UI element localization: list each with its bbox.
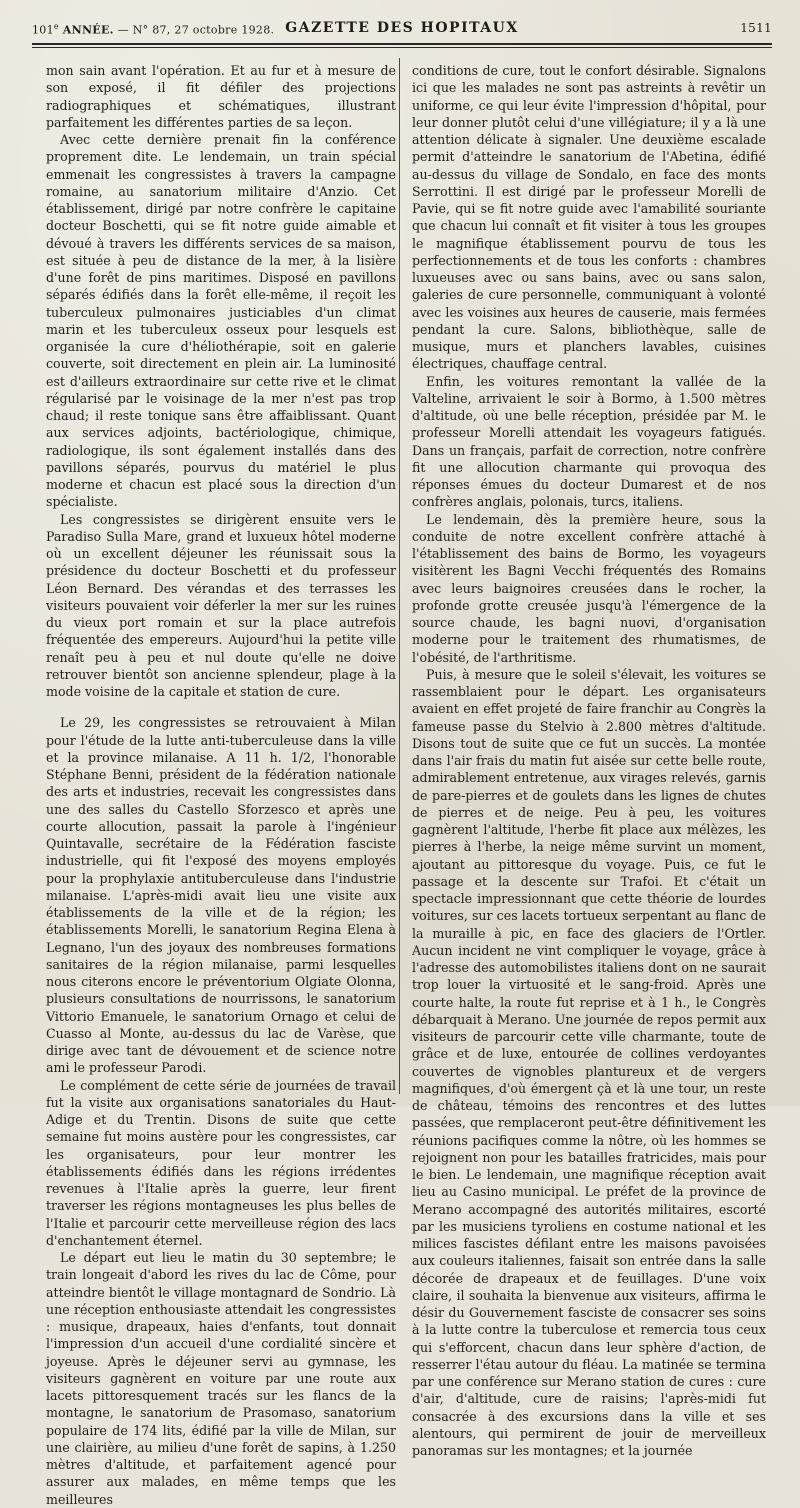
issue-year-suffix: e xyxy=(53,22,59,31)
column-divider xyxy=(399,58,400,1094)
issue-word: ANNÉE. xyxy=(62,23,114,37)
left-column xyxy=(46,62,396,1508)
header-rule-thick xyxy=(32,43,772,45)
issue-number-date: — N° 87, 27 octobre 1928. xyxy=(117,23,275,37)
paragraph: Le 29, les congressistes se retrouvaient à Milan pour l'étude de la lutte anti-tuberculeuse dans la ville et la province milanaise. A 11 h. 1/2, l'honorable Stéphane Benni, président de la fédération nationale des arts et industries, recevait les congressistes dans une des salles du Castello Sforzesco et après une courte allocution, passait la parole à l'ingénieur Quintavalle, secrétaire de la Fédération fasciste industrielle, qui fit l'exposé des moyens employés pour la prophylaxie antituberculeuse dans l'industrie milanaise. L'après-midi avait lieu une visite aux établissements de la ville et de la région; les établissements Morelli, le sanatorium Regina Elena à Legnano, l'un des joyaux des nombreuses formations sanitaires de la région milanaise, parmi lesquelles nous citerons encore le préventorium Olgiate Olonna, plusieurs consultations de nourrissons, le sanatorium Vittorio Emanuele, le sanatorium Ornago et celui de Cuasso al Monte, au-dessus du lac de Varèse, que dirige avec tant de dévouement et de science notre ami le professeur Parodi. xyxy=(46,715,396,1076)
right-column xyxy=(412,62,766,1459)
paragraph: Enfin, les voitures remontant la vallée de la Valteline, arrivaient le soir à Bormo, à 1.500 mètres d'altitude, où une belle réception, présidée par M. le professeur Morelli attendait les voyageurs fatigués. Dans un français, parfait de correction, notre confrère fit une allocution charmante qui provoqua des réponses émues du docteur Dumarest et de nos confrères anglais, polonais, turcs, italiens. xyxy=(412,373,766,510)
page-header xyxy=(32,20,772,42)
paragraph: Le lendemain, dès la première heure, sous la conduite de notre excellent confrère attaché à l'établissement des bains de Bormo, les voyageurs visitèrent les Bagni Vecchi fréquentés des Romains avec leurs baignoires creusées dans le rocher, la profonde grotte creusée jusqu'à l'émergence de la source chaude, les bagni nuovi, d'organisation moderne pour le traitement des rhumatismes, de l'obésité, de l'arthritisme. xyxy=(412,511,766,665)
paragraph: Avec cette dernière prenait fin la conférence proprement dite. Le lendemain, un train spécial emmenait les congressistes à travers la campagne romaine, au sanatorium militaire d'Anzio. Cet établissement, dirigé par notre confrère le capitaine docteur Boschetti, qui se fit notre guide aimable et dévoué à travers les différents services de sa maison, est située à peu de distance de la mer, à la lisière d'une forêt de pins maritimes. Disposé en pavillons séparés édifiés dans la forêt elle-même, il reçoit les tuberculeux pulmonaires justiciables d'un climat marin et les tuberculeux osseux pour lesquels est organisée la cure d'héliothérapie, soit en galerie couverte, soit directement en plein air. La luminosité est d'ailleurs extraordinaire sur cette rive et le climat régularisé par le voisinage de la mer n'est pas trop chaud; il reste tonique sans être affaiblissant. Quant aux services adjoints, bactériologique, chimique, radiologique, ils sont également installés dans des pavillons séparés, pourvus du matériel le plus moderne et chacun est placé sous la direction d'un spécialiste. xyxy=(46,132,396,510)
paragraph: conditions de cure, tout le confort désirable. Signalons ici que les malades ne sont pas astreints à revêtir un uniforme, ce qui leur évite l'impression d'hôpital, pour leur donner plutôt celui d'une villégiature; il y a là une attention délicate à signaler. Une deuxième escalade permit d'atteindre le sanatorium de l'Abetina, édifié au-dessus du village de Sondalo, en face des monts Serrottini. Il est dirigé par le professeur Morelli de Pavie, qui se fit notre guide avec l'amabilité souriante que chacun lui connaît et fit visiter à tous les groupes le magnifique établissement pourvu de tous les perfectionnements et de tous les conforts : chambres luxueuses avec ou sans bains, avec ou sans salon, galeries de cure personnelle, communiquant à volonté avec les voisines aux heures de causerie, mais fermées pendant la cure. Salons, bibliothèque, salle de musique, murs et planchers lavables, cuisines électriques, chauffage central. xyxy=(412,63,766,372)
paragraph: Les congressistes se dirigèrent ensuite vers le Paradiso Sulla Mare, grand et luxueux hôtel moderne où un excellent déjeuner les réunissait sous la présidence du docteur Boschetti et du professeur Léon Bernard. Des vérandas et des terrasses les visiteurs pouvaient voir déferler la mer sur les ruines du vieux port romain et sur la place autrefois fréquentée des empereurs. Aujourd'hui la petite ville renaît peu à peu et nul doute qu'elle ne doive retrouver bientôt son ancienne splendeur, plage à la mode voisine de la capitale et station de cure. xyxy=(46,511,396,699)
issue-year-number: 101 xyxy=(32,23,54,37)
paragraph: Le complément de cette série de journées de travail fut la visite aux organisations sanatoriales du Haut-Adige et du Trentin. Disons de suite que cette semaine fut moins austère pour les congressistes, car les organisateurs, pour leur montrer les établissements édifiés dans les régions irrédentes revenues à l'Italie après la guerre, leur firent traverser les régions montagneuses les plus belles de l'Italie et parcourir cette merveilleuse région des lacs d'enchantement éternel. xyxy=(46,1077,396,1248)
paragraph: Le départ eut lieu le matin du 30 septembre; le train longeait d'abord les rives du lac de Côme, pour atteindre bientôt le village montagnard de Sondrio. Là une réception enthousiaste attendait les congressistes : musique, drapeaux, haies d'enfants, tout donnait l'impression d'un accueil d'une cordialité sincère et joyeuse. Après le déjeuner servi au gymnase, les visiteurs gagnèrent en voiture par une route aux lacets pittoresquement tracés sur les flancs de la montagne, le sanatorium de Prasomaso, sanatorium populaire de 174 lits, édifié par la ville de Milan, sur une clairière, au milieu d'une forêt de sapins, à 1.250 mètres d'altitude, et parfaitement agencé pour assurer aux malades, en même temps que les meilleures xyxy=(46,1250,396,1507)
paragraph: Puis, à mesure que le soleil s'élevait, les voitures se rassemblaient pour le départ. Les organisateurs avaient en effet projeté de faire franchir au Congrès la fameuse passe du Stelvio à 2.800 mètres d'altitude. Disons tout de suite que ce fut un succès. La montée dans l'air frais du matin fut aisée sur cette belle route, admirablement entretenue, aux virages relevés, garnis de pare-pierres et de goulets dans les lignes de chutes de pierres et de neige. Peu à peu, les voitures gagnèrent l'altitude, l'herbe fit place aux mélèzes, les pierres à l'herbe, la neige même survint un moment, ajoutant au pittoresque du voyage. Puis, ce fut le passage et la descente sur Trafoi. Et c'était un spectacle impressionnant que cette théorie de lourdes voitures, sur ces lacets tortueux serpentant au flanc de la muraille à pic, en face des glaciers de l'Ortler. Aucun incident ne vint compliquer le voyage, grâce à l'adresse des automobilistes italiens dont on ne saurait trop louer la virtuosité et le sang-froid. Après une courte halte, la route fut reprise et à 1 h., le Congrès débarquait à Merano. Une journée de repos permit aux visiteurs de parcourir cette ville charmante, toute de grâce et de luxe, entourée de collines verdoyantes couvertes de vignobles plantureux et de vergers magnifiques, d'où émergent çà et là une tour, un reste de château, témoins des rencontres et des luttes passées, que remplaceront peut-être définitivement les réunions pacifiques comme la nôtre, où les hommes se rejoignent non pour les batailles fratricides, mais pour le bien. Le lendemain, une magnifique réception avait lieu au Casino municipal. Le préfet de la province de Merano accompagné des autorités militaires, escorté par les musiciens tyroliens en costume national et les milices fascistes défilant entre les maisons pavoisées aux couleurs italiennes, faisait son entrée dans la salle décorée de drapeaux et de feuillages. D'une voix claire, il souhaita la bienvenue aux visiteurs, affirma le désir du Gouvernement fasciste de consacrer ses soins à la lutte contre la tuberculose et remercia tous ceux qui s'efforcent, chacun dans leur sphère d'action, de resserrer l'étau autour du fléau. La matinée se termina par une conférence sur Merano station de cures : cure d'air, d'altitude, cure de raisins; l'après-midi fut consacrée à des excursions dans la ville et ses alentours, qui permirent de jouir de merveilleux panoramas sur les montagnes; et la journée xyxy=(412,666,766,1458)
page-number: 1511 xyxy=(740,21,772,35)
newspaper-title: GAZETTE DES HOPITAUX xyxy=(285,20,519,36)
header-rule-thin xyxy=(32,47,772,48)
paragraph: mon sain avant l'opération. Et au fur et à mesure de son exposé, il fit défiler des projections radiographiques et schématiques, illustrant parfaitement les différentes parties de sa leçon. xyxy=(46,63,396,130)
